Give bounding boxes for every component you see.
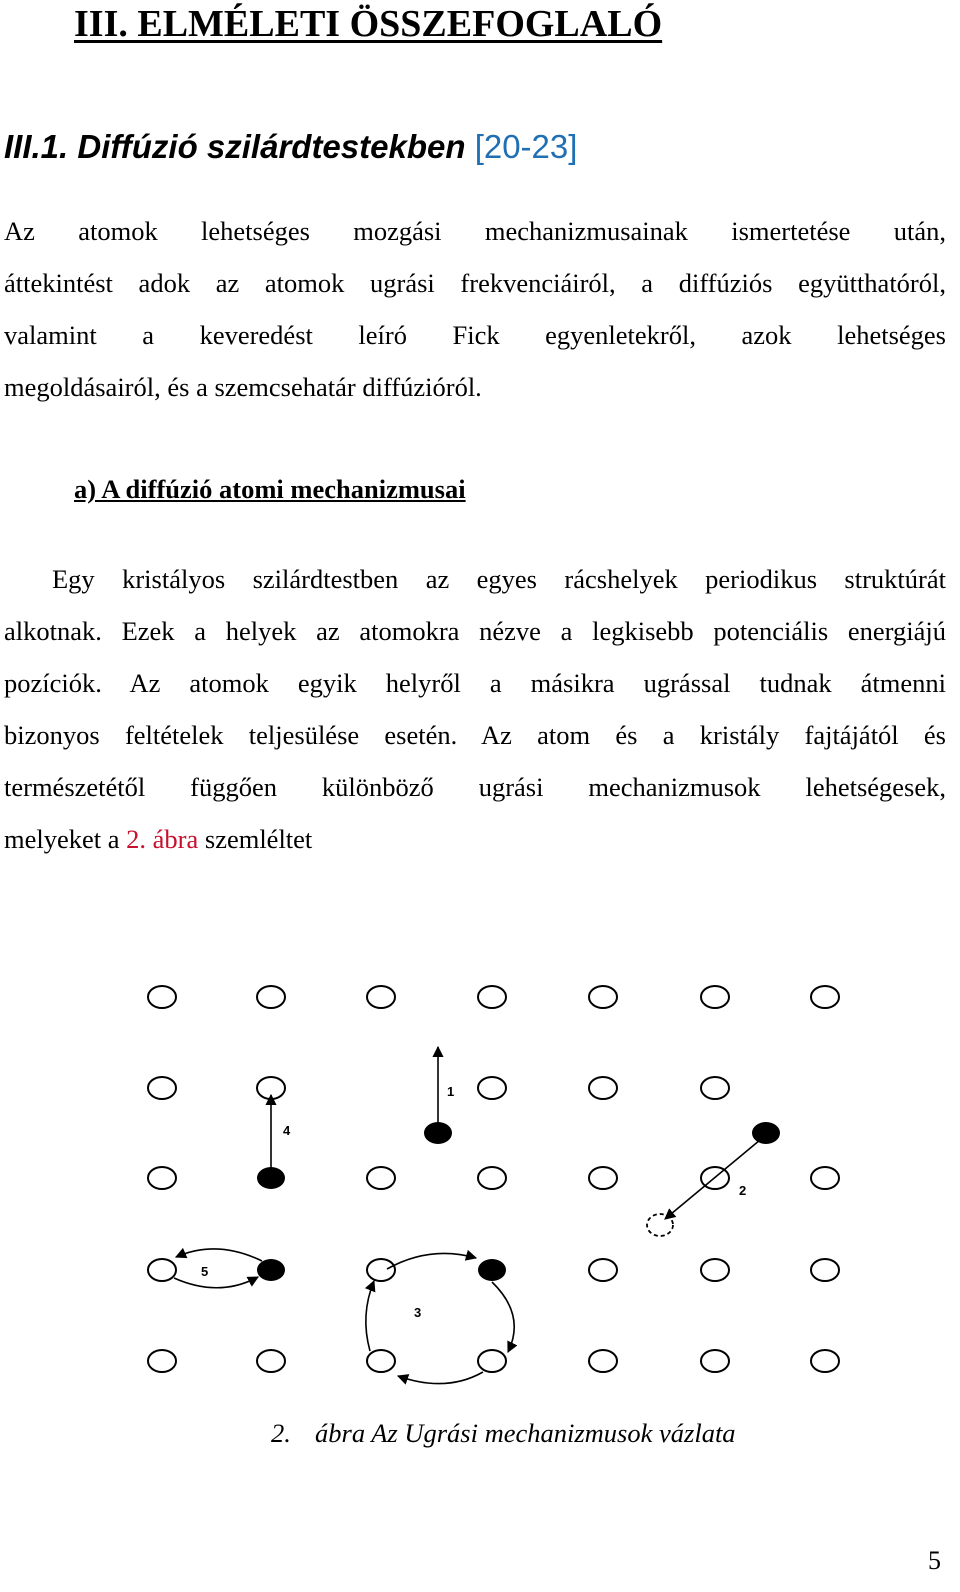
jump-mechanisms-figure xyxy=(130,975,860,1420)
lattice-site xyxy=(701,986,729,1008)
lattice-site xyxy=(148,1167,176,1189)
caption-number: 2. xyxy=(271,1418,291,1448)
mechanism-label-3: 3 xyxy=(414,1305,422,1320)
intro-paragraph xyxy=(4,205,946,413)
lattice-site xyxy=(257,986,285,1008)
figure-caption xyxy=(271,1418,736,1449)
lattice-site xyxy=(811,1350,839,1372)
mechanism-line: pozíciók. Az atomok egyik helyről a másikra ugrással tudnak átmenni xyxy=(4,668,946,698)
intro-line: áttekintést adok az atomok ugrási frekvenciáiról, a diffúziós együtthatóról, xyxy=(4,268,946,298)
lattice-site xyxy=(367,1259,395,1281)
mechanism-paragraph xyxy=(4,553,946,865)
lattice-site xyxy=(811,986,839,1008)
mechanism-last-line xyxy=(4,813,946,865)
mechanism-label-1: 1 xyxy=(447,1084,455,1099)
lattice-sites xyxy=(148,986,839,1372)
lattice-site xyxy=(367,1350,395,1372)
jump-arrow-5-upper xyxy=(176,1249,262,1261)
lattice-site xyxy=(589,1259,617,1281)
lattice-site xyxy=(367,986,395,1008)
lattice-site xyxy=(148,1259,176,1281)
lattice-site xyxy=(811,1167,839,1189)
mechanism-line: természetétől függően különböző ugrási mechanizmusok lehetségesek, xyxy=(4,772,946,802)
mechanism-labels xyxy=(201,1084,746,1320)
jump-arrow-3-right xyxy=(492,1282,514,1352)
lattice-site xyxy=(701,1077,729,1099)
mechanism-last-line-suffix: szemléltet xyxy=(198,824,313,854)
page-number: 5 xyxy=(928,1546,941,1575)
filled-atom xyxy=(752,1122,780,1144)
subsection-title: a) A diffúzió atomi mechanizmusai xyxy=(74,474,466,504)
jump-arrow-3-left xyxy=(366,1281,374,1351)
section-reference: [20-23] xyxy=(474,128,578,165)
intro-line: valamint a keveredést leíró Fick egyenletekről, azok lehetséges xyxy=(4,320,946,350)
filled-atom xyxy=(257,1259,285,1281)
mechanism-line: Egy kristályos szilárdtestben az egyes rácshelyek periodikus struktúrát xyxy=(52,564,946,594)
lattice-site xyxy=(478,1350,506,1372)
jump-arrow-5-lower xyxy=(174,1277,258,1288)
mechanism-label-5: 5 xyxy=(201,1264,209,1279)
lattice-site xyxy=(478,1167,506,1189)
lattice-site xyxy=(589,1350,617,1372)
filled-atom xyxy=(478,1259,506,1281)
lattice-site xyxy=(701,1259,729,1281)
jump-arrow-3-bottom xyxy=(398,1372,483,1384)
lattice-site xyxy=(701,1350,729,1372)
mechanism-label-2: 2 xyxy=(739,1183,747,1198)
mechanism-line: alkotnak. Ezek a helyek az atomokra nézve a legkisebb potenciális energiájú xyxy=(4,616,946,646)
lattice-site xyxy=(257,1350,285,1372)
mechanism-last-line-prefix: melyeket a xyxy=(4,824,127,854)
lattice-site xyxy=(478,986,506,1008)
lattice-site xyxy=(811,1259,839,1281)
lattice-site xyxy=(148,986,176,1008)
lattice-site xyxy=(367,1167,395,1189)
jump-arrow-2 xyxy=(665,1135,766,1219)
caption-text: ábra Az Ugrási mechanizmusok vázlata xyxy=(315,1418,736,1448)
chapter-title: III. ELMÉLETI ÖSSZEFOGLALÓ xyxy=(74,3,663,45)
mechanism-line: bizonyos feltételek teljesülése esetén. Az atom és a kristály fajtájától és xyxy=(4,720,946,750)
intro-line: megoldásairól, és a szemcsehatár diffúzióról. xyxy=(4,372,482,402)
mechanism-label-4: 4 xyxy=(283,1123,291,1138)
jump-arrow-3-top xyxy=(387,1253,476,1269)
figure-reference-link[interactable]: 2. ábra xyxy=(126,824,199,854)
lattice-site xyxy=(589,986,617,1008)
lattice-site xyxy=(589,1077,617,1099)
lattice-site xyxy=(478,1077,506,1099)
section-number-title: III.1. Diffúzió szilárdtestekben xyxy=(4,128,466,165)
vacancy-site xyxy=(647,1214,673,1236)
lattice-site xyxy=(148,1077,176,1099)
lattice-site xyxy=(148,1350,176,1372)
section-title xyxy=(4,128,577,166)
lattice-site xyxy=(589,1167,617,1189)
intro-line: Az atomok lehetséges mozgási mechanizmusainak ismertetése után, xyxy=(4,216,946,246)
